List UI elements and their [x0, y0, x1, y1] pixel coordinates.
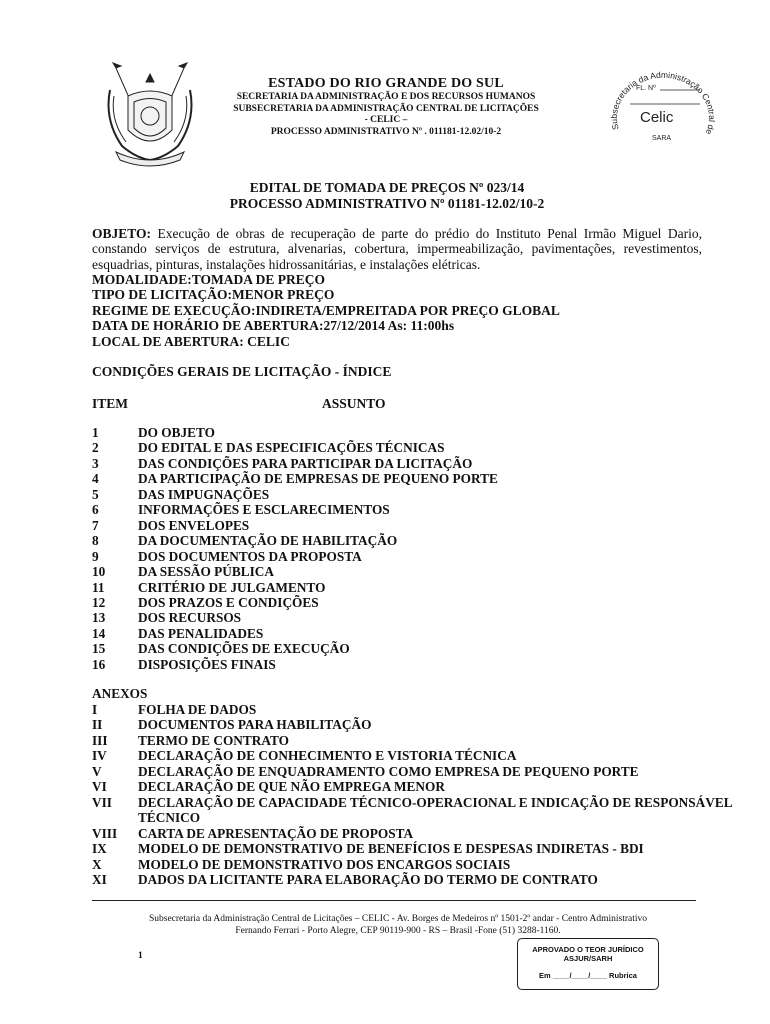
list-item: 14 DAS PENALIDADES [92, 625, 264, 641]
celic-line: - CELIC – [364, 115, 408, 125]
coat-of-arms-icon [96, 60, 204, 172]
legal-approval-stamp [517, 938, 659, 990]
detail-tipo: TIPO DE LICITAÇÃO:MENOR PREÇO [92, 287, 335, 303]
footer-divider [92, 900, 696, 901]
list-item: 12 DOS PRAZOS E CONDIÇÕES [92, 594, 319, 610]
list-item: X MODELO DE DEMONSTRATIVO DOS ENCARGOS SOCIAIS [92, 856, 511, 872]
list-item: I FOLHA DE DADOS [92, 702, 257, 717]
footer-address [80, 913, 716, 937]
list-item: II DOCUMENTOS PARA HABILITAÇÃO [92, 717, 372, 733]
list-item: 7 DOS ENVELOPES [92, 517, 250, 533]
list-item: 3 DAS CONDIÇÕES PARA PARTICIPAR DA LICITAÇÃO [92, 455, 473, 471]
document-header [205, 76, 567, 138]
index-header [92, 396, 702, 411]
objeto-text: Execução de obras de recuperação de parte do prédio do Instituto Penal Irmão Miguel Dario, constando serviços de estrutura, alvenarias, cobertura, impermeabilização, pavimentações, revestimentos, esquadrias, pinturas, instalações hidrossanitárias, e instalações elétricas. [92, 226, 702, 272]
tender-details [92, 272, 702, 349]
detail-regime: REGIME DE EXECUÇÃO:INDIRETA/EMPREITADA POR PREÇO GLOBAL [92, 302, 560, 318]
celic-stamp [606, 54, 718, 148]
list-item: 1 DO OBJETO [92, 425, 215, 440]
list-item: XI DADOS DA LICITANTE PARA ELABORAÇÃO DO TERMO DE CONTRATO [92, 871, 598, 887]
footer-line-2: Fernando Ferrari - Porto Alegre, CEP 90119-900 - RS – Brasil -Fone (51) 3288-1160. [235, 926, 561, 936]
list-item: III TERMO DE CONTRATO [92, 732, 289, 748]
list-item: IV DECLARAÇÃO DE CONHECIMENTO E VISTORIA TÉCNICA [92, 748, 517, 764]
approval-line-2: ASJUR/SARH [563, 954, 613, 963]
list-item: 6 INFORMAÇÕES E ESCLARECIMENTOS [92, 502, 390, 518]
svg-text:FL. Nº: FL. Nº [636, 85, 656, 92]
page-number: 1 [138, 951, 143, 961]
objeto-label: OBJETO: [92, 226, 152, 241]
list-item: 16 DISPOSIÇÕES FINAIS [92, 656, 276, 672]
anexos-list [92, 702, 732, 887]
list-item: IX MODELO DE DEMONSTRATIVO DE BENEFÍCIOS E DESPESAS INDIRETAS - BDI [92, 841, 644, 857]
approval-line-1: APROVADO O TEOR JURÍDICO [532, 945, 644, 954]
list-item: 11 CRITÉRIO DE JULGAMENTO [92, 579, 326, 595]
process-title: PROCESSO ADMINISTRATIVO Nº 01181-12.02/10-2 [229, 196, 545, 211]
state-name: ESTADO DO RIO GRANDE DO SUL [268, 76, 504, 91]
detail-data-abertura: DATA DE HORÁRIO DE ABERTURA:27/12/2014 As: 11:00hs [92, 318, 455, 334]
item-column-header: ITEM [92, 396, 129, 411]
anexos-title: ANEXOS [92, 686, 148, 701]
list-item: VIII CARTA DE APRESENTAÇÃO DE PROPOSTA [92, 825, 414, 841]
approval-date-rubrica: Em ____/____/____ Rubrica [539, 971, 637, 980]
subsecretariat-line: SUBSECRETARIA DA ADMINISTRAÇÃO CENTRAL DE LICITAÇÕES [233, 103, 539, 114]
list-item: V DECLARAÇÃO DE ENQUADRAMENTO COMO EMPRESA DE PEQUENO PORTE [92, 763, 639, 779]
list-item: 15 DAS CONDIÇÕES DE EXECUÇÃO [92, 641, 350, 657]
list-item: 4 DA PARTICIPAÇÃO DE EMPRESAS DE PEQUENO PORTE [92, 471, 498, 487]
conditions-index-title: CONDIÇÕES GERAIS DE LICITAÇÃO - ÍNDICE [92, 364, 392, 379]
edital-title: EDITAL DE TOMADA DE PREÇOS Nº 023/14 [249, 180, 525, 195]
detail-modalidade: MODALIDADE:TOMADA DE PREÇO [92, 272, 326, 287]
assunto-column-header: ASSUNTO [322, 396, 386, 411]
list-item: 10 DA SESSÃO PÚBLICA [92, 564, 274, 580]
list-item: 9 DOS DOCUMENTOS DA PROPOSTA [92, 548, 362, 564]
svg-text:Subsecretaria da Administração: Subsecretaria da Administração Central de [608, 69, 718, 137]
list-item: 13 DOS RECURSOS [92, 610, 242, 626]
objeto-paragraph [92, 226, 702, 272]
index-items-list [92, 425, 732, 672]
list-item: 8 DA DOCUMENTAÇÃO DE HABILITAÇÃO [92, 533, 398, 549]
list-item: 2 DO EDITAL E DAS ESPECIFICAÇÕES TÉCNICAS [92, 440, 445, 456]
list-item: 5 DAS IMPUGNAÇÕES [92, 486, 270, 502]
detail-local-abertura: LOCAL DE ABERTURA: CELIC [92, 333, 290, 349]
edital-titles [92, 180, 682, 212]
footer-line-1: Subsecretaria da Administração Central de Licitações – CELIC - Av. Borges de Medeiros nº 1501-2º andar - Centro Administrativo [148, 914, 647, 924]
secretariat-line: SECRETARIA DA ADMINISTRAÇÃO E DOS RECURSOS HUMANOS [236, 92, 536, 102]
svg-text:SARA: SARA [652, 135, 672, 142]
svg-text:Celic: Celic [640, 109, 674, 126]
process-line: PROCESSO ADMINISTRATIVO Nº . 011181-12.02/10-2 [270, 126, 502, 137]
list-item: VI DECLARAÇÃO DE QUE NÃO EMPREGA MENOR [92, 779, 445, 795]
list-item: VII DECLARAÇÃO DE CAPACIDADE TÉCNICO-OPERACIONAL E INDICAÇÃO DE RESPONSÁVEL TÉCNICO [92, 794, 732, 826]
